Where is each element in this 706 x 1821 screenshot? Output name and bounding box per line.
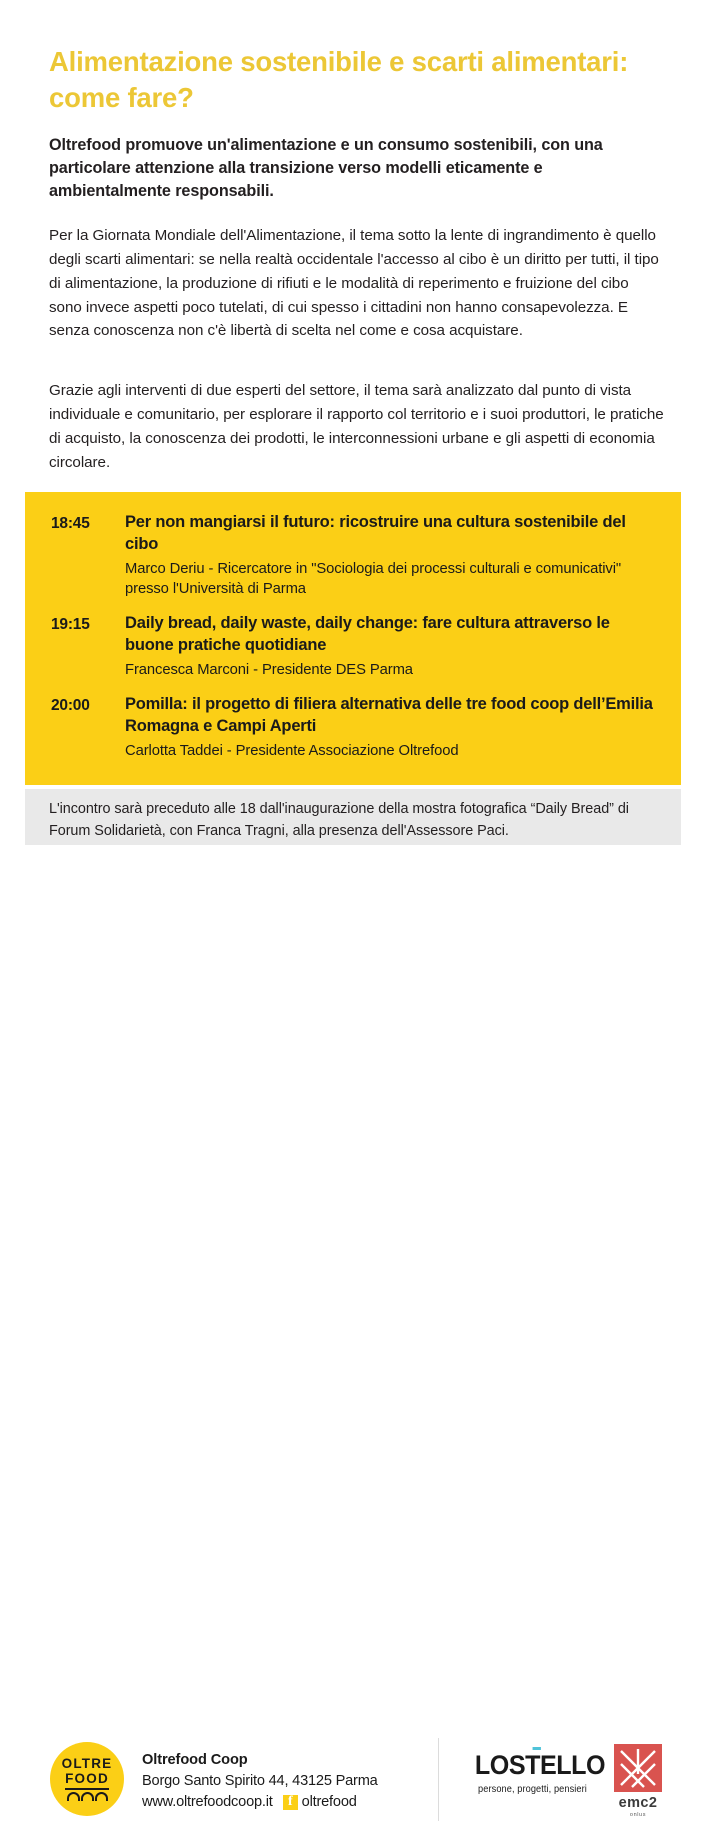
schedule-item-title: Pomilla: il progetto di filiera alternativa delle tre food coop dell’Emilia Romagna e Campi Aperti xyxy=(125,695,653,736)
schedule-item-time: 20:00 xyxy=(51,697,90,715)
organization-name: Oltrefood Coop xyxy=(142,1752,248,1768)
emc2-subtitle: onlus xyxy=(629,1811,647,1818)
website-link[interactable]: www.oltrefoodcoop.it xyxy=(142,1794,273,1811)
schedule-item-speaker: Carlotta Taddei - Presidente Associazione Oltrefood xyxy=(125,742,459,759)
organization-address: Borgo Santo Spirito 44, 43125 Parma xyxy=(142,1773,378,1790)
schedule-item xyxy=(51,613,655,680)
emc2-logo xyxy=(607,1744,669,1818)
page-title: Alimentazione sostenibile e scarti alimentari: come fare? xyxy=(49,46,629,114)
lostello-name: LOSTELLO xyxy=(474,1750,606,1780)
oltrefood-logo-line1: OLTRE xyxy=(61,1755,113,1771)
schedule-item-time: 19:15 xyxy=(51,616,90,634)
oltrefood-logo xyxy=(50,1742,124,1816)
schedule-panel xyxy=(25,492,681,785)
oltrefood-logo-rule xyxy=(65,1788,109,1790)
schedule-item-speaker: Francesca Marconi - Presidente DES Parma xyxy=(125,661,413,678)
lostello-logo xyxy=(470,1750,606,1795)
schedule-item-title: Daily bread, daily waste, daily change: fare cultura attraverso le buone pratiche quotidiane xyxy=(125,614,610,655)
footer-divider xyxy=(438,1738,439,1821)
facebook-handle[interactable]: oltrefood xyxy=(301,1794,357,1811)
schedule-item xyxy=(51,512,655,599)
body-paragraph-2: Grazie agli interventi di due esperti del settore, il tema sarà analizzato dal punto di vista individuale e comunitario, per esplorare il rapporto col territorio e i suoi produttori, le pratiche di acquisto, la conoscenza dei prodotti, le interconnessioni urbane e gli aspetti di economia circolare. xyxy=(49,382,664,471)
schedule-item-body xyxy=(125,694,655,761)
lostello-accent-icon xyxy=(533,1747,541,1750)
facebook-icon[interactable]: f xyxy=(283,1795,298,1810)
schedule-item-body xyxy=(125,613,655,680)
body-paragraph-1: Per la Giornata Mondiale dell'Alimentazione, il tema sotto la lente di ingrandimento è quello degli scarti alimentari: se nella realtà occidentale l'accesso al cibo è un diritto per tutti, il tipo di alimentazione, la produzione di rifiuti e le modalità di reperimento e fruizione del cibo sono invece aspetti poco tutelati, di cui spesso i cittadini non hanno consapevolezza. E senza conoscenza non c'è libertà di scelta nel come e cosa acquistare. xyxy=(49,227,659,340)
schedule-item xyxy=(51,694,655,761)
footer xyxy=(0,866,706,1818)
organization-web-row xyxy=(142,1792,432,1813)
contact-block xyxy=(142,1750,432,1813)
oltrefood-logo-line2: FOOD xyxy=(65,1770,109,1786)
schedule-item-time: 18:45 xyxy=(51,515,90,532)
pre-event-note: L'incontro sarà preceduto alle 18 dall'inaugurazione della mostra fotografica “Daily Bread” di Forum Solidarietà, con Franca Tragni, alla presenza dell'Assessore Paci. xyxy=(25,789,681,845)
schedule-item-title: Per non mangiarsi il futuro: ricostruire una cultura sostenibile del cibo xyxy=(125,513,626,553)
emc2-name: emc2 xyxy=(618,1795,658,1811)
schedule-item-speaker: Marco Deriu - Ricercatore in "Sociologia dei processi culturali e comunicativi" presso l'Università di Parma xyxy=(125,560,622,597)
lostello-tagline: persone, progetti, pensieri xyxy=(478,1784,587,1795)
schedule-item-body xyxy=(125,512,655,599)
emc2-mark-icon xyxy=(614,1744,662,1792)
oltrefood-logo-arcs-icon xyxy=(67,1792,108,1801)
lead-paragraph: Oltrefood promuove un'alimentazione e un consumo sostenibili, con una particolare attenzione alla transizione verso modelli eticamente e ambientalmente responsabili. xyxy=(49,136,603,201)
lostello-wordmark xyxy=(475,1752,605,1779)
